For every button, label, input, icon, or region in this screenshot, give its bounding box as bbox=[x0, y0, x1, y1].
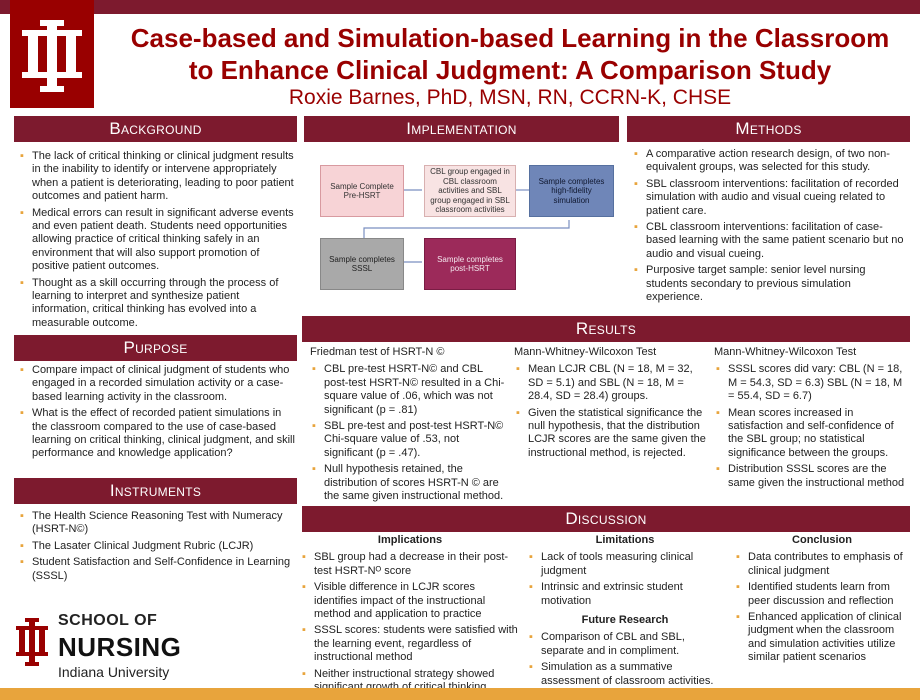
list-item: ▪ CBL pre-test HSRT-N© and CBL post-test HSRT-N© resulted in a Chi-square value of .06, which was not significant (p = .81) bbox=[310, 363, 510, 417]
list-item: ▪ Distribution SSSL scores are the same given the instructional method bbox=[714, 463, 910, 490]
results-heading: Results bbox=[302, 316, 910, 342]
methods-heading: Methods bbox=[627, 116, 910, 142]
conclusion-title: Conclusion bbox=[792, 534, 852, 546]
list-item: ▪ A comparative action research design, of two non-equivalent groups, was selected for this study. bbox=[632, 148, 910, 175]
list-item: ▪ SBL classroom interventions: facilitation of recorded simulation with audio and visual cueing related to patient care. bbox=[632, 178, 910, 218]
iu-trident-logo bbox=[10, 0, 94, 108]
results-lcjr-column bbox=[514, 346, 708, 463]
implications-title: Implications bbox=[377, 534, 443, 546]
list-item: ▪ Purposive target sample: senior level nursing students secondary to previous simulation experience. bbox=[632, 264, 910, 304]
results-subtitle: Friedman test of HSRT-N © bbox=[310, 346, 445, 358]
list-item: ▪ Comparison of CBL and SBL, separate and in compliment. bbox=[527, 631, 723, 658]
bottom-accent-bar bbox=[0, 688, 920, 700]
methods-section bbox=[632, 148, 910, 307]
list-item: ▪ CBL classroom interventions: facilitation of case-based learning with the same patient scenario but no audio and visual cueing. bbox=[632, 221, 910, 261]
flow-box-classroom-activities: CBL group engaged in CBL classroom activities and SBL group engaged in SBL classroom activities bbox=[424, 165, 516, 217]
list-item: ▪ Simulation as a summative assessment of classroom activities. bbox=[527, 661, 723, 688]
footer-nursing-text: NURSING bbox=[58, 632, 182, 662]
list-item: ▪ Student Satisfaction and Self-Confidence in Learning (SSSL) bbox=[18, 556, 296, 583]
footer-school-text: SCHOOL OF bbox=[58, 612, 158, 629]
footer-university-text: Indiana University bbox=[58, 664, 170, 680]
instruments-section bbox=[18, 510, 296, 586]
list-item: ▪ Visible difference in LCJR scores identifies impact of the instructional method and application to practice bbox=[300, 581, 520, 621]
list-item: ▪ SSSL scores did vary: CBL (N = 18, M = 54.3, SD = 6.3) SBL (N = 18, M = 55.4, SD = 6.7) bbox=[714, 363, 910, 403]
list-item: ▪ Thought as a skill occurring through the process of learning to interpret and synthesize patient information, critical thinking has evolved into a measurable outcome. bbox=[18, 277, 296, 331]
list-item: ▪ Medical errors can result in significant adverse events and even patient death. Students need opportunities allowing practice of critical thinking safely in an environment that will also support promotion of positive patient outcomes. bbox=[18, 207, 296, 274]
results-friedman-column bbox=[310, 346, 510, 506]
implementation-heading: Implementation bbox=[304, 116, 619, 142]
top-accent-bar bbox=[0, 0, 920, 14]
instruments-heading: Instruments bbox=[14, 478, 297, 504]
purpose-heading: Purpose bbox=[14, 335, 297, 361]
results-sssl-column bbox=[714, 346, 910, 493]
results-subtitle: Mann-Whitney-Wilcoxon Test bbox=[514, 346, 657, 358]
flow-box-pre-hsrt: Sample Complete Pre-HSRT bbox=[320, 165, 404, 217]
list-item: ▪ Mean LCJR CBL (N = 18, M = 32, SD = 5.1) and SBL (N = 18, M = 28.4, SD = 28.4) groups. bbox=[514, 363, 708, 403]
results-subtitle: Mann-Whitney-Wilcoxon Test bbox=[714, 346, 857, 358]
flow-box-simulation: Sample completes high-fidelity simulation bbox=[529, 165, 614, 217]
list-item: ▪ SBL pre-test and post-test HSRT-N© Chi-square value of .53, not significant (p = .47). bbox=[310, 420, 510, 460]
list-item: ▪ What is the effect of recorded patient simulations in the classroom compared to the use of case-based learning on critical thinking, clinical judgment, and skill performance and knowledge application? bbox=[18, 407, 296, 461]
implications-column bbox=[300, 534, 520, 697]
list-item: ▪ SSSL scores: students were satisfied with the learning event, regardless of instructional method bbox=[300, 624, 520, 664]
list-item: ▪ The Health Science Reasoning Test with Numeracy (HSRT-N©) bbox=[18, 510, 296, 537]
list-item: ▪ The lack of critical thinking or clinical judgment results in the inability to identify or intervene appropriately when a patient is deteriorating, leading to poor patient outcomes and patient harm. bbox=[18, 150, 296, 204]
conclusion-column bbox=[734, 534, 910, 668]
list-item: ▪ Compare impact of clinical judgment of students who engaged in a recorded simulation activity or a case-based learning activity in the classroom. bbox=[18, 364, 296, 404]
poster-title: Case-based and Simulation-based Learning in the Classroom to Enhance Clinical Judgment: A Comparison Study bbox=[130, 23, 890, 85]
iu-trident-footer-icon bbox=[12, 614, 52, 670]
flow-box-sssl: Sample completes SSSL bbox=[320, 238, 404, 290]
list-item: ▪ Lack of tools measuring clinical judgment bbox=[527, 551, 723, 578]
background-section bbox=[18, 150, 296, 333]
limitations-column bbox=[527, 534, 723, 691]
discussion-heading: Discussion bbox=[302, 506, 910, 532]
list-item: ▪ Neither instructional strategy showed bbox=[300, 668, 520, 695]
limitations-title: Limitations bbox=[595, 534, 655, 546]
list-item: ▪ Mean scores increased in satisfaction and self-confidence of the SBL group; no statistical significance between the groups. bbox=[714, 407, 910, 461]
list-item: ▪ Null hypothesis retained, the distribution of scores HSRT-N © are the same given instructional method. bbox=[310, 463, 510, 503]
list-item: ▪ Identified students learn from peer discussion and reflection bbox=[734, 581, 910, 608]
list-item: ▪ Data contributes to emphasis of clinical judgment bbox=[734, 551, 910, 578]
list-item: ▪ Intrinsic and extrinsic student motivation bbox=[527, 581, 723, 608]
author-line: Roxie Barnes, PhD, MSN, RN, CCRN-K, CHSE bbox=[288, 86, 732, 109]
list-item: ▪ SBL group had a decrease in their post-test HSRT-Nᴼ score bbox=[300, 551, 520, 578]
list-item: ▪ Enhanced application of clinical judgment when the classroom and simulation activities utilize similar patient scenarios bbox=[734, 611, 910, 665]
list-item: ▪ Given the statistical significance the null hypothesis, that the distribution LCJR scores are the same given the instructional method, is rejected. bbox=[514, 407, 708, 461]
flow-box-post-hsrt: Sample completes post-HSRT bbox=[424, 238, 516, 290]
purpose-section bbox=[18, 364, 296, 464]
background-heading: Background bbox=[14, 116, 297, 142]
future-research-title: Future Research bbox=[581, 614, 669, 627]
list-item: ▪ The Lasater Clinical Judgment Rubric (LCJR) bbox=[18, 540, 296, 553]
